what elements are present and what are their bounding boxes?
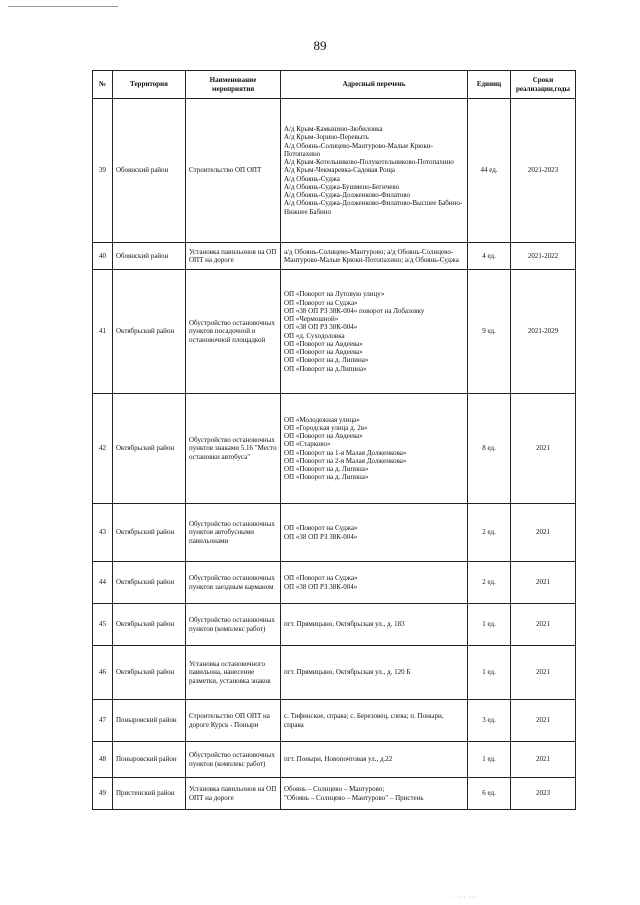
row-territory: Октябрьский район [113, 604, 186, 646]
address-item: "Обоянь – Солнцево – Мантурово" – Пристень [284, 793, 424, 802]
row-number: 40 [93, 243, 113, 270]
header-event: Наименование мероприятия [186, 71, 281, 99]
row-territory: Поныровский район [113, 700, 186, 742]
address-item: ОП «Поворот на д.Липина» [284, 364, 367, 373]
address-item: ОП «Поворот на Суджа» [284, 524, 358, 533]
row-territory: Пристенский район [113, 778, 186, 810]
row-years: 2021 [511, 742, 576, 778]
address-item: ОП «38 ОП РЗ 38К-004» поворот на Лобазовку [284, 306, 425, 315]
table-row [93, 270, 576, 394]
address-item: Обоянь – Солнцево – Мантурово; [284, 785, 385, 794]
table-row [93, 646, 576, 700]
row-address-list [281, 742, 468, 778]
row-territory: Обоянский район [113, 243, 186, 270]
row-years: 2021 [511, 504, 576, 562]
header-num: № [93, 71, 113, 99]
row-territory: Октябрьский район [113, 394, 186, 504]
row-number: 47 [93, 700, 113, 742]
address-item: ОП «Поворот на д. Липина» [284, 473, 369, 482]
row-years: 2021 [511, 700, 576, 742]
row-units: 44 ед. [468, 99, 511, 243]
row-number: 39 [93, 99, 113, 243]
row-years: 2021-2023 [511, 99, 576, 243]
address-item: А/д Обоянь-Суджа-Бушмено-Бегичево [284, 182, 400, 191]
address-item: ОП «Поворот на 1-я Малая Долженкова» [284, 448, 407, 457]
row-territory: Октябрьский район [113, 504, 186, 562]
header-units: Единиц [468, 71, 511, 99]
measures-table [92, 70, 576, 810]
row-address-list [281, 504, 468, 562]
row-event: Обустройство остановочных пунктов (комплекс работ) [186, 742, 281, 778]
row-territory: Октябрьский район [113, 646, 186, 700]
row-event: Установка павильонов на ОП ОПТ на дороге [186, 243, 281, 270]
row-event: Установка павильонов на ОП ОПТ на дороге [186, 778, 281, 810]
table-row [93, 99, 576, 243]
row-event: Установка остановочного павильона, нанесение разметки, установка знаков [186, 646, 281, 700]
page-number: 89 [313, 38, 327, 53]
address-item: А/д Обоянь-Суджа-Долженково-Филатово-Высшее Бабино-Нижнее Бабино [284, 199, 463, 216]
row-address-list [281, 778, 468, 810]
address-item: ОП «Поворот на д. Липина» [284, 356, 369, 365]
address-item: А/д Крым-Чекмаревка-Садовая Роща [284, 166, 395, 175]
table-row [93, 243, 576, 270]
table-row [93, 562, 576, 604]
row-territory: Октябрьский район [113, 270, 186, 394]
address-item: пгт. Поныри, Новопочтовая ул., д.22 [284, 755, 393, 764]
row-event: Обустройство остановочных пунктов знаками 5.16 "Место остановки автобуса" [186, 394, 281, 504]
row-address-list [281, 99, 468, 243]
row-event: Обустройство остановочных пунктов заездным карманом [186, 562, 281, 604]
row-address-list [281, 562, 468, 604]
row-number: 49 [93, 778, 113, 810]
row-number: 43 [93, 504, 113, 562]
row-territory: Поныровский район [113, 742, 186, 778]
row-units: 2 ед. [468, 562, 511, 604]
row-number: 46 [93, 646, 113, 700]
row-years: 2021 [511, 562, 576, 604]
row-event: Строительство ОП ОПТ [186, 99, 281, 243]
row-years: 2021-2022 [511, 243, 576, 270]
address-item: а/д Обоянь-Солнцево-Мантурово; а/д Обоянь-Солнцево-Мантурово-Малые Крюки-Потопахино; а/д Обоянь-Суджа [284, 247, 459, 264]
row-number: 44 [93, 562, 113, 604]
address-item: А/д Обоянь-Суджа [284, 174, 340, 183]
address-item: ОП «Поворот на д. Липина» [284, 465, 369, 473]
row-territory: Обоянский район [113, 99, 186, 243]
table-row [93, 394, 576, 504]
row-event: Обустройство остановочных пунктов автобусными павильонами [186, 504, 281, 562]
row-address-list [281, 243, 468, 270]
address-item: ОП «Молодежная улица» [284, 415, 360, 424]
header-territory: Территория [113, 71, 186, 99]
address-item: А/д Крым-Котельниково-Полукотельниково-Потопахино [284, 158, 454, 167]
row-units: 1 ед. [468, 604, 511, 646]
address-item: А/д Крым-Зорино-Перевыть [284, 133, 369, 142]
address-item: А/д Крым-Камынино-Зюбиловка [284, 125, 383, 134]
row-address-list [281, 646, 468, 700]
row-units: 1 ед. [468, 742, 511, 778]
table-row [93, 742, 576, 778]
address-item: ОП «Поворот на Авдеева» [284, 348, 363, 356]
address-item: ОП «Поворот на Авдеева» [284, 432, 363, 440]
address-item: ОП «Городская улица д. 2в» [284, 423, 368, 432]
address-item: ОП «Поворот на Лутовую улицу» [284, 290, 385, 299]
address-item: пгт. Прямицыно, Октябрьская ул., д. 120 Б [284, 668, 411, 677]
address-item: с. Тифинское, справа; с. Березовец, слева; п. Поныри, справа [284, 712, 444, 729]
table-row [93, 778, 576, 810]
address-item: ОП «д. Суходоловка [284, 331, 345, 340]
row-address-list [281, 604, 468, 646]
table-row [93, 700, 576, 742]
row-number: 45 [93, 604, 113, 646]
top-rule [8, 6, 118, 7]
address-item: ОП «38 ОП РЗ 38К-004» [284, 582, 358, 591]
row-address-list [281, 700, 468, 742]
address-item: А/д Обоянь-Суджа-Долженково-Филатово [284, 191, 410, 200]
row-years: 2023 [511, 778, 576, 810]
address-item: ОП «38 ОП РЗ 38К-004» [284, 323, 358, 332]
footer-marks: · ··· ··· [452, 895, 478, 901]
header-years: Сроки реализации,годы [511, 71, 576, 99]
row-territory: Октябрьский район [113, 562, 186, 604]
header-address: Адресный перечень [281, 71, 468, 99]
address-item: А/д Обоянь-Солнцево-Мантурово-Малые Крюки-Потопахино [284, 141, 433, 158]
row-address-list [281, 394, 468, 504]
row-years: 2021 [511, 646, 576, 700]
row-number: 41 [93, 270, 113, 394]
row-units: 3 ед. [468, 700, 511, 742]
row-units: 1 ед. [468, 646, 511, 700]
address-item: ОП «Старково» [284, 440, 331, 449]
row-years: 2021 [511, 604, 576, 646]
row-years: 2021 [511, 394, 576, 504]
row-address-list [281, 270, 468, 394]
row-units: 8 ед. [468, 394, 511, 504]
row-units: 6 ед. [468, 778, 511, 810]
address-item: ОП «Поворот на Суджа» [284, 298, 358, 307]
row-number: 48 [93, 742, 113, 778]
address-item: ОП «38 ОП РЗ 38К-004» [284, 532, 358, 541]
address-item: ОП «Чермошной» [284, 315, 339, 323]
address-item: ОП «Поворот на Авдеева» [284, 339, 363, 348]
header-row [93, 71, 576, 99]
row-event: Строительство ОП ОПТ на дороге Курск - Поныри [186, 700, 281, 742]
address-item: пгт. Прямицыно, Октябрьская ул., д. 183 [284, 620, 405, 629]
row-event: Обустройство остановочных пунктов (комплекс работ) [186, 604, 281, 646]
table-row [93, 504, 576, 562]
row-event: Обустройство остановочных пунктов посадочной и остановочной площадкой [186, 270, 281, 394]
table-row [93, 604, 576, 646]
row-units: 9 ед. [468, 270, 511, 394]
row-years: 2021-2029 [511, 270, 576, 394]
row-units: 2 ед. [468, 504, 511, 562]
row-units: 4 ед. [468, 243, 511, 270]
row-number: 42 [93, 394, 113, 504]
address-item: ОП «Поворот на 2-я Малая Долженкова» [284, 456, 407, 465]
address-item: ОП «Поворот на Суджа» [284, 574, 358, 583]
